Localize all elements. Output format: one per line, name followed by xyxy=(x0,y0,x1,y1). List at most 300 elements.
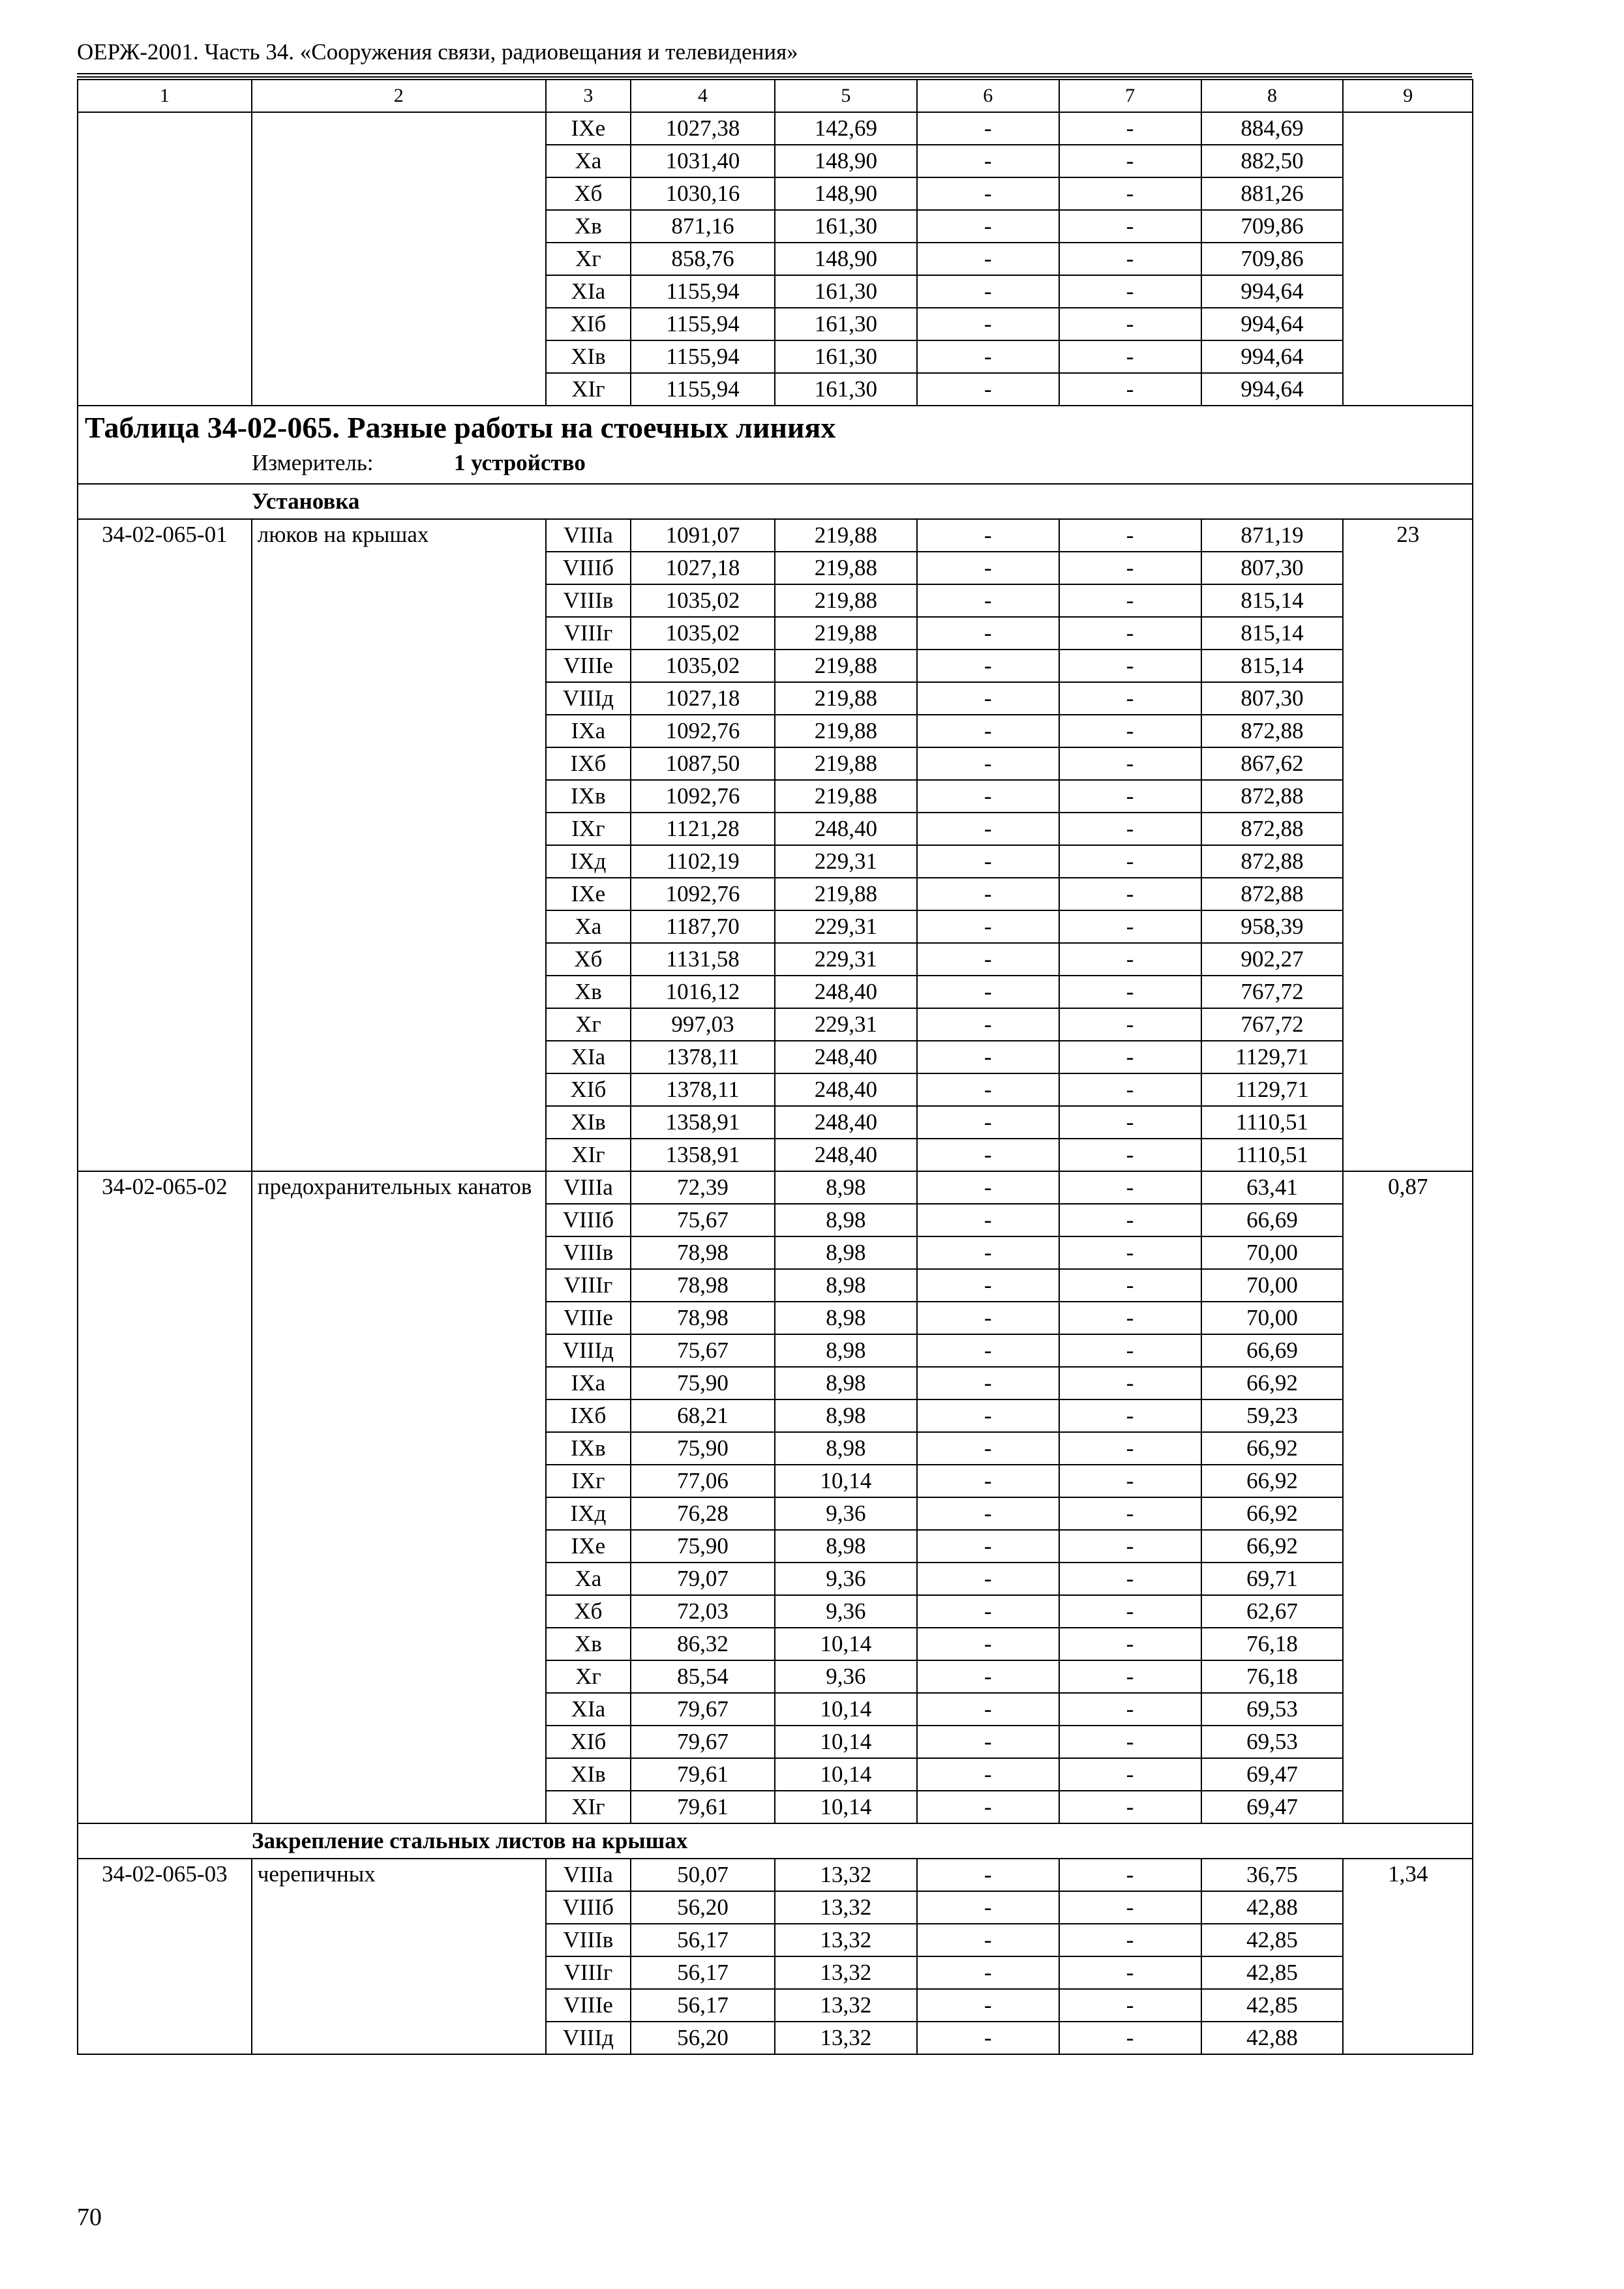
column-number: 1 xyxy=(78,80,252,112)
value-cell: 709,86 xyxy=(1201,210,1344,243)
value-cell: - xyxy=(1059,1008,1201,1041)
item-name-cell xyxy=(252,943,546,976)
item-name-cell xyxy=(252,1204,546,1236)
value-cell: 1035,02 xyxy=(631,650,775,682)
item-code-cell xyxy=(78,1660,252,1693)
value-cell: - xyxy=(917,275,1059,308)
value-cell: - xyxy=(1059,1041,1201,1073)
value-cell: IXв xyxy=(546,780,631,813)
item-code-cell xyxy=(78,1302,252,1334)
item-name-cell xyxy=(252,1041,546,1073)
table-row xyxy=(78,1465,1473,1497)
value-cell: IXе xyxy=(546,112,631,145)
item-name-cell xyxy=(252,177,546,210)
value-cell: 229,31 xyxy=(775,845,917,878)
value-cell: VIIIа xyxy=(546,1859,631,1891)
value-cell: IXд xyxy=(546,1497,631,1530)
item-col9-cell xyxy=(1343,145,1473,177)
item-code-cell xyxy=(78,1989,252,2022)
value-cell: 1091,07 xyxy=(631,519,775,552)
item-code-cell xyxy=(78,845,252,878)
item-code-cell xyxy=(78,1891,252,1924)
item-code-cell xyxy=(78,943,252,976)
value-cell: 815,14 xyxy=(1201,617,1344,650)
value-cell: 807,30 xyxy=(1201,552,1344,584)
value-cell: XIв xyxy=(546,1106,631,1139)
item-col9-cell xyxy=(1343,1660,1473,1693)
value-cell: 1016,12 xyxy=(631,976,775,1008)
value-cell: Xг xyxy=(546,1008,631,1041)
item-code-cell xyxy=(78,1367,252,1399)
item-col9-cell xyxy=(1343,1073,1473,1106)
value-cell: - xyxy=(917,177,1059,210)
value-cell: 9,36 xyxy=(775,1595,917,1628)
value-cell: 79,67 xyxy=(631,1693,775,1726)
value-cell: - xyxy=(917,813,1059,845)
item-col9-cell xyxy=(1343,1432,1473,1465)
value-cell: 884,69 xyxy=(1201,112,1344,145)
item-name-cell xyxy=(252,1628,546,1660)
value-cell: 1358,91 xyxy=(631,1106,775,1139)
value-cell: Xв xyxy=(546,976,631,1008)
value-cell: 70,00 xyxy=(1201,1302,1344,1334)
value-cell: IXв xyxy=(546,1432,631,1465)
item-name-cell xyxy=(252,1367,546,1399)
item-col9-cell xyxy=(1343,780,1473,813)
value-cell: - xyxy=(1059,1334,1201,1367)
value-cell: 767,72 xyxy=(1201,1008,1344,1041)
value-cell: 1121,28 xyxy=(631,813,775,845)
value-cell: - xyxy=(1059,1432,1201,1465)
value-cell: IXг xyxy=(546,813,631,845)
item-col9-cell xyxy=(1343,112,1473,145)
value-cell: 13,32 xyxy=(775,1859,917,1891)
value-cell: - xyxy=(1059,617,1201,650)
value-cell: 994,64 xyxy=(1201,308,1344,340)
value-cell: XIв xyxy=(546,1758,631,1791)
value-cell: 8,98 xyxy=(775,1302,917,1334)
table-row xyxy=(78,845,1473,878)
value-cell: - xyxy=(1059,976,1201,1008)
value-cell: XIб xyxy=(546,1726,631,1758)
table-row xyxy=(78,519,1473,552)
item-name-cell xyxy=(252,1497,546,1530)
item-name-cell xyxy=(252,1465,546,1497)
value-cell: 1092,76 xyxy=(631,780,775,813)
item-name-cell: люков на крышах xyxy=(252,519,546,552)
table-row xyxy=(78,308,1473,340)
section-heading: Установка xyxy=(252,488,360,514)
value-cell: - xyxy=(917,682,1059,715)
value-cell: 872,88 xyxy=(1201,813,1344,845)
item-name-cell xyxy=(252,1660,546,1693)
value-cell: 161,30 xyxy=(775,275,917,308)
value-cell: VIIIб xyxy=(546,552,631,584)
item-code-cell xyxy=(78,373,252,406)
value-cell: - xyxy=(1059,1073,1201,1106)
item-col9-cell xyxy=(1343,813,1473,845)
value-cell: 76,18 xyxy=(1201,1660,1344,1693)
item-name-cell xyxy=(252,1563,546,1595)
item-name-cell xyxy=(252,1106,546,1139)
table-row xyxy=(78,1432,1473,1465)
value-cell: - xyxy=(917,1989,1059,2022)
value-cell: 9,36 xyxy=(775,1497,917,1530)
value-cell: 248,40 xyxy=(775,976,917,1008)
value-cell: VIIIе xyxy=(546,1989,631,2022)
table-row xyxy=(78,584,1473,617)
value-cell: - xyxy=(917,145,1059,177)
value-cell: VIIIг xyxy=(546,1269,631,1302)
value-cell: - xyxy=(1059,1791,1201,1823)
value-cell: 42,85 xyxy=(1201,1956,1344,1989)
value-cell: 994,64 xyxy=(1201,275,1344,308)
value-cell: 958,39 xyxy=(1201,910,1344,943)
value-cell: - xyxy=(1059,1367,1201,1399)
value-cell: 75,90 xyxy=(631,1367,775,1399)
table-row xyxy=(78,1660,1473,1693)
table-row xyxy=(78,1497,1473,1530)
value-cell: 68,21 xyxy=(631,1399,775,1432)
item-name-cell xyxy=(252,340,546,373)
item-code-cell xyxy=(78,145,252,177)
item-name-cell xyxy=(252,1302,546,1334)
item-col9-cell xyxy=(1343,1595,1473,1628)
item-name-cell xyxy=(252,813,546,845)
value-cell: Xг xyxy=(546,1660,631,1693)
value-cell: Xб xyxy=(546,177,631,210)
value-cell: VIIIб xyxy=(546,1891,631,1924)
value-cell: VIIIв xyxy=(546,1924,631,1956)
value-cell: VIIIб xyxy=(546,1204,631,1236)
value-cell: 1031,40 xyxy=(631,145,775,177)
value-cell: - xyxy=(917,878,1059,910)
item-code-cell xyxy=(78,650,252,682)
value-cell: XIг xyxy=(546,1139,631,1171)
value-cell: - xyxy=(917,112,1059,145)
value-cell: 229,31 xyxy=(775,910,917,943)
value-cell: 85,54 xyxy=(631,1660,775,1693)
value-cell: - xyxy=(917,210,1059,243)
item-name-cell xyxy=(252,308,546,340)
table-row xyxy=(78,1041,1473,1073)
item-name-cell xyxy=(252,1956,546,1989)
item-col9-cell xyxy=(1343,210,1473,243)
value-cell: - xyxy=(1059,1726,1201,1758)
item-col9-cell xyxy=(1343,1302,1473,1334)
value-cell: - xyxy=(917,1041,1059,1073)
value-cell: IXд xyxy=(546,845,631,878)
value-cell: 872,88 xyxy=(1201,780,1344,813)
value-cell: 78,98 xyxy=(631,1302,775,1334)
value-cell: - xyxy=(917,1139,1059,1171)
value-cell: - xyxy=(917,1891,1059,1924)
value-cell: 219,88 xyxy=(775,682,917,715)
value-cell: 78,98 xyxy=(631,1269,775,1302)
value-cell: 219,88 xyxy=(775,519,917,552)
value-cell: - xyxy=(917,1956,1059,1989)
value-cell: - xyxy=(917,373,1059,406)
value-cell: - xyxy=(1059,1204,1201,1236)
item-name-cell xyxy=(252,1236,546,1269)
value-cell: - xyxy=(1059,584,1201,617)
value-cell: - xyxy=(1059,1891,1201,1924)
item-col9-cell xyxy=(1343,1041,1473,1073)
value-cell: - xyxy=(1059,340,1201,373)
value-cell: 8,98 xyxy=(775,1367,917,1399)
value-cell: - xyxy=(917,519,1059,552)
value-cell: XIг xyxy=(546,373,631,406)
value-cell: 75,90 xyxy=(631,1530,775,1563)
value-cell: 78,98 xyxy=(631,1236,775,1269)
value-cell: - xyxy=(917,943,1059,976)
item-code-cell xyxy=(78,617,252,650)
item-col9-cell xyxy=(1343,1563,1473,1595)
item-code-cell: 34-02-065-03 xyxy=(78,1859,252,1891)
value-cell: - xyxy=(1059,552,1201,584)
table-row xyxy=(78,1595,1473,1628)
value-cell: - xyxy=(1059,747,1201,780)
value-cell: - xyxy=(1059,519,1201,552)
value-cell: 1030,16 xyxy=(631,177,775,210)
item-code-cell xyxy=(78,1924,252,1956)
value-cell: - xyxy=(917,1595,1059,1628)
measure-label: Измеритель: xyxy=(252,450,374,475)
value-cell: 42,88 xyxy=(1201,2022,1344,2054)
item-col9-cell xyxy=(1343,243,1473,275)
item-col9-cell xyxy=(1343,1791,1473,1823)
value-cell: 1378,11 xyxy=(631,1073,775,1106)
column-number: 3 xyxy=(546,80,631,112)
value-cell: - xyxy=(1059,1236,1201,1269)
item-name-cell xyxy=(252,650,546,682)
item-name-cell xyxy=(252,617,546,650)
value-cell: 1027,38 xyxy=(631,112,775,145)
item-col9-cell xyxy=(1343,1497,1473,1530)
table-row xyxy=(78,1758,1473,1791)
value-cell: - xyxy=(917,1204,1059,1236)
table-row xyxy=(78,813,1473,845)
value-cell: 8,98 xyxy=(775,1530,917,1563)
value-cell: 66,69 xyxy=(1201,1204,1344,1236)
value-cell: - xyxy=(917,1367,1059,1399)
value-cell: - xyxy=(917,1432,1059,1465)
item-name-cell xyxy=(252,1399,546,1432)
table-row xyxy=(78,1367,1473,1399)
value-cell: - xyxy=(917,340,1059,373)
item-code-cell xyxy=(78,1008,252,1041)
item-name-cell xyxy=(252,210,546,243)
table-row xyxy=(78,373,1473,406)
item-col9-cell xyxy=(1343,878,1473,910)
item-col9-cell xyxy=(1343,584,1473,617)
value-cell: 1155,94 xyxy=(631,340,775,373)
value-cell: - xyxy=(1059,1628,1201,1660)
item-name-cell xyxy=(252,1008,546,1041)
value-cell: XIа xyxy=(546,1693,631,1726)
value-cell: 9,36 xyxy=(775,1660,917,1693)
value-cell: Xб xyxy=(546,943,631,976)
value-cell: - xyxy=(1059,715,1201,747)
value-cell: 709,86 xyxy=(1201,243,1344,275)
table-title-cell xyxy=(78,406,1473,484)
table-row xyxy=(78,1989,1473,2022)
value-cell: - xyxy=(917,1465,1059,1497)
section-heading-row xyxy=(78,1823,1473,1859)
item-name-cell xyxy=(252,1530,546,1563)
item-code-cell xyxy=(78,210,252,243)
value-cell: - xyxy=(917,1693,1059,1726)
value-cell: 69,53 xyxy=(1201,1726,1344,1758)
value-cell: 13,32 xyxy=(775,1924,917,1956)
value-cell: 161,30 xyxy=(775,373,917,406)
page-header-title: ОЕРЖ-2001. Часть 34. «Сооружения связи, радиовещания и телевидения» xyxy=(77,39,798,65)
value-cell: XIг xyxy=(546,1791,631,1823)
value-cell: 72,39 xyxy=(631,1171,775,1204)
value-cell: 63,41 xyxy=(1201,1171,1344,1204)
item-code-cell xyxy=(78,1693,252,1726)
value-cell: 219,88 xyxy=(775,780,917,813)
item-col9-cell xyxy=(1343,747,1473,780)
value-cell: 42,88 xyxy=(1201,1891,1344,1924)
item-col9-cell xyxy=(1343,1334,1473,1367)
item-name-cell xyxy=(252,584,546,617)
item-name-cell: предохранительных канатов xyxy=(252,1171,546,1204)
column-number: 6 xyxy=(917,80,1059,112)
value-cell: VIIIг xyxy=(546,1956,631,1989)
value-cell: 1092,76 xyxy=(631,715,775,747)
table-row xyxy=(78,1073,1473,1106)
item-name-cell xyxy=(252,1269,546,1302)
value-cell: - xyxy=(1059,943,1201,976)
item-col9-cell xyxy=(1343,715,1473,747)
value-cell: 219,88 xyxy=(775,617,917,650)
item-code-cell xyxy=(78,976,252,1008)
value-cell: Xв xyxy=(546,210,631,243)
value-cell: - xyxy=(1059,243,1201,275)
value-cell: - xyxy=(1059,1399,1201,1432)
item-code-cell xyxy=(78,275,252,308)
item-col9-cell xyxy=(1343,1367,1473,1399)
table-row xyxy=(78,1399,1473,1432)
value-cell: IXе xyxy=(546,1530,631,1563)
item-code-cell: 34-02-065-01 xyxy=(78,519,252,552)
value-cell: - xyxy=(1059,275,1201,308)
value-cell: VIIIд xyxy=(546,2022,631,2054)
value-cell: - xyxy=(1059,1989,1201,2022)
value-cell: 79,67 xyxy=(631,1726,775,1758)
section-heading: Закрепление стальных листов на крышах xyxy=(252,1828,688,1853)
item-col9-cell xyxy=(1343,1139,1473,1171)
table-row xyxy=(78,747,1473,780)
value-cell: VIIIа xyxy=(546,519,631,552)
item-code-cell xyxy=(78,1073,252,1106)
value-cell: - xyxy=(917,1628,1059,1660)
value-cell: 70,00 xyxy=(1201,1236,1344,1269)
value-cell: 75,67 xyxy=(631,1204,775,1236)
value-cell: 1131,58 xyxy=(631,943,775,976)
section-heading-cell xyxy=(78,1823,1473,1859)
value-cell: - xyxy=(1059,1302,1201,1334)
value-cell: 69,47 xyxy=(1201,1758,1344,1791)
value-cell: 815,14 xyxy=(1201,650,1344,682)
value-cell: - xyxy=(917,1660,1059,1693)
table-row xyxy=(78,275,1473,308)
value-cell: - xyxy=(917,617,1059,650)
item-name-cell xyxy=(252,373,546,406)
item-col9-cell xyxy=(1343,1269,1473,1302)
item-code-cell xyxy=(78,682,252,715)
item-code-cell xyxy=(78,715,252,747)
item-col9-cell xyxy=(1343,1924,1473,1956)
value-cell: VIIIд xyxy=(546,682,631,715)
value-cell: 69,71 xyxy=(1201,1563,1344,1595)
value-cell: 75,67 xyxy=(631,1334,775,1367)
item-name-cell: черепичных xyxy=(252,1859,546,1891)
value-cell: 66,92 xyxy=(1201,1367,1344,1399)
value-cell: 1087,50 xyxy=(631,747,775,780)
item-col9-cell xyxy=(1343,976,1473,1008)
value-cell: - xyxy=(1059,308,1201,340)
value-cell: 142,69 xyxy=(775,112,917,145)
item-code-cell xyxy=(78,1726,252,1758)
value-cell: - xyxy=(1059,210,1201,243)
value-cell: Xг xyxy=(546,243,631,275)
value-cell: 161,30 xyxy=(775,210,917,243)
value-cell: 8,98 xyxy=(775,1432,917,1465)
value-cell: 1155,94 xyxy=(631,308,775,340)
value-cell: 161,30 xyxy=(775,308,917,340)
section-heading-row xyxy=(78,484,1473,519)
value-cell: 56,17 xyxy=(631,1956,775,1989)
value-cell: 62,67 xyxy=(1201,1595,1344,1628)
table-row xyxy=(78,976,1473,1008)
value-cell: 219,88 xyxy=(775,878,917,910)
value-cell: 86,32 xyxy=(631,1628,775,1660)
item-col9-cell xyxy=(1343,1236,1473,1269)
column-number: 5 xyxy=(775,80,917,112)
table-row xyxy=(78,780,1473,813)
value-cell: 8,98 xyxy=(775,1236,917,1269)
item-code-cell xyxy=(78,910,252,943)
header-rule xyxy=(77,76,1472,78)
value-cell: 1129,71 xyxy=(1201,1073,1344,1106)
value-cell: 10,14 xyxy=(775,1693,917,1726)
table-row xyxy=(78,1008,1473,1041)
item-col9-cell xyxy=(1343,1106,1473,1139)
item-col9-cell xyxy=(1343,552,1473,584)
column-number: 7 xyxy=(1059,80,1201,112)
item-col9-cell: 0,87 xyxy=(1343,1171,1473,1204)
item-name-cell xyxy=(252,275,546,308)
value-cell: - xyxy=(917,1236,1059,1269)
value-cell: 66,92 xyxy=(1201,1530,1344,1563)
value-cell: - xyxy=(917,1563,1059,1595)
value-cell: 872,88 xyxy=(1201,878,1344,910)
item-code-cell xyxy=(78,177,252,210)
column-number: 4 xyxy=(631,80,775,112)
table-row xyxy=(78,1726,1473,1758)
value-cell: 148,90 xyxy=(775,243,917,275)
section-heading-cell xyxy=(78,484,1473,519)
table-row xyxy=(78,943,1473,976)
value-cell: 161,30 xyxy=(775,340,917,373)
item-col9-cell xyxy=(1343,340,1473,373)
value-cell: - xyxy=(1059,177,1201,210)
value-cell: - xyxy=(1059,1924,1201,1956)
value-cell: - xyxy=(917,780,1059,813)
value-cell: - xyxy=(1059,1693,1201,1726)
